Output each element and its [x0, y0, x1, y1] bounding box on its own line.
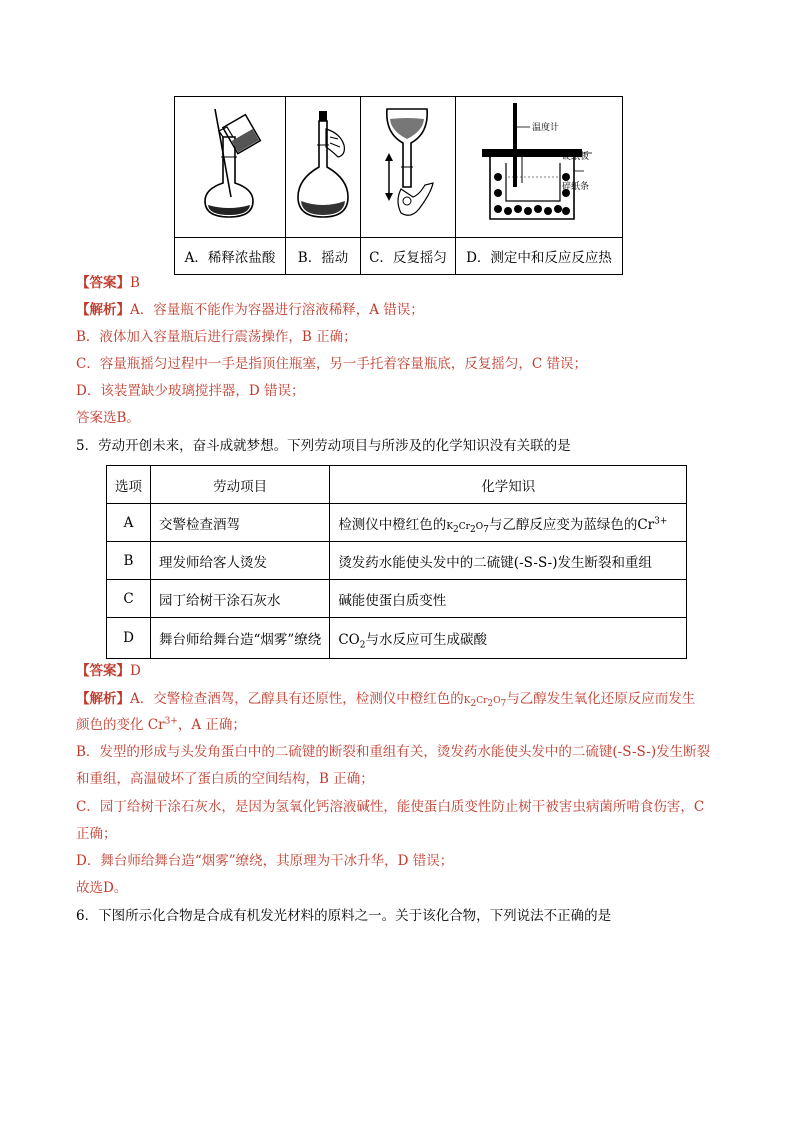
q5-options-table: [106, 465, 687, 659]
figure-d-neutralization-heat: [456, 97, 623, 238]
row-knowledge: 烫发药水能使头发中的二硫键(-S-S-)发生断裂和重组: [330, 542, 687, 580]
q5-analysis-c2: 正确；: [76, 826, 117, 842]
caption-d: D．测定中和反应反应热: [456, 238, 623, 275]
caption-a: A．稀释浓盐酸: [175, 238, 286, 275]
q4-answer-line: [76, 274, 140, 292]
figure-b-shaking: [286, 97, 361, 238]
q5-analysis-b1: B．发型的形成与头发角蛋白中的二硫键的断裂和重组有关，烫发药水能使头发中的二硫键(-S-S-)发生断裂: [76, 744, 711, 760]
table-row: [107, 542, 687, 580]
label-cardboard: 硬纸板: [562, 152, 590, 162]
q5-analysis-a1: 【解析】A．交警检查酒驾，乙醇具有还原性，检测仪中橙红色的$K_2Cr_2O_7$与乙醇发生氧化还原反应而发生: [76, 691, 696, 709]
knowledge-text-2: 与乙醇反应变为蓝绿色的Cr: [488, 516, 655, 533]
row-item: 交警检查酒驾: [151, 504, 330, 542]
row-option: C: [107, 580, 151, 618]
calorimeter-drawing: [456, 97, 622, 233]
q5-answer-line: [76, 662, 141, 680]
q4-analysis-b: B．液体加入容量瓶后进行震荡操作，B 正确；: [76, 329, 357, 345]
label-thermometer: 温度计: [532, 123, 560, 133]
q4-analysis-d: D．该装置缺少玻璃搅拌器，D 错误；: [76, 383, 305, 399]
q4-answer: B: [130, 275, 140, 291]
row-option: D: [107, 618, 151, 659]
row-item: 园丁给树干涂石灰水: [151, 580, 330, 618]
apparatus-figure-table: [174, 96, 623, 275]
q5-analysis-c1: C．园丁给树干涂石灰水，是因为氢氧化钙溶液碱性，能使蛋白质变性防止树干被害虫病菌所啃食伤害，C: [76, 799, 705, 815]
knowledge-text-2: 与水反应可生成碳酸: [365, 632, 487, 648]
q5-analysis-a2: 颜色的变化 $Cr^{3+}$，A 正确；: [76, 716, 246, 733]
figure-a-dilute-acid: [175, 97, 286, 238]
analysis-tag: 【解析】: [76, 302, 130, 318]
table-row: [107, 580, 687, 618]
header-chem-knowledge: 化学知识: [330, 466, 687, 504]
analysis-tag: 【解析】: [76, 691, 130, 707]
header-option: 选项: [107, 466, 151, 504]
q5-analysis-a2-text: 颜色的变化 Cr: [76, 717, 165, 733]
caption-c: C．反复摇匀: [361, 238, 456, 275]
q5-analysis-b2: 和重组，高温破坏了蛋白质的空间结构，B 正确；: [76, 771, 374, 787]
table-header-row: [107, 466, 687, 504]
knowledge-text: 检测仪中橙红色的: [338, 516, 447, 533]
q6-stem: 6．下图所示化合物是合成有机发光材料的原料之一。关于该化合物，下列说法不正确的是: [76, 908, 612, 924]
q5-analysis-d1: D．舞台师给舞台造“烟雾”缭绕，其原理为干冰升华，D 错误；: [76, 853, 454, 869]
row-knowledge: 检测仪中橙红色的$K_2Cr_2O_7$与乙醇反应变为蓝绿色的$Cr^{3+}$: [330, 504, 687, 542]
q5-conclusion: 故选D。: [76, 880, 128, 896]
row-option: A: [107, 504, 151, 542]
q5-analysis-a2-text-2: ，A 正确；: [177, 717, 246, 733]
q5-answer: D: [130, 663, 141, 679]
q5-analysis-a1-text-2: 与乙醇发生氧化还原反应而发生: [506, 691, 696, 707]
row-item: 舞台师给舞台造“烟雾”缭绕: [151, 618, 330, 659]
q5-analysis-a1-text: A．交警检查酒驾，乙醇具有还原性，检测仪中橙红色的: [130, 691, 464, 707]
flask-shaking-drawing: [286, 97, 360, 233]
knowledge-text: CO: [338, 632, 360, 648]
flask-inverting-drawing: [361, 97, 455, 233]
answer-tag: 【答案】: [76, 663, 130, 679]
row-knowledge: $CO_2$与水反应可生成碳酸: [330, 618, 687, 659]
table-row: [107, 504, 687, 542]
row-item: 理发师给客人烫发: [151, 542, 330, 580]
q4-conclusion: 答案选B。: [76, 410, 140, 426]
q5-stem: 5．劳动开创未来，奋斗成就梦想。下列劳动项目与所涉及的化学知识没有关联的是: [76, 438, 571, 454]
answer-tag: 【答案】: [76, 275, 130, 291]
q4-analysis-a: [76, 301, 424, 319]
row-option: B: [107, 542, 151, 580]
label-paper-strips: 碎纸条: [562, 182, 590, 192]
q4-analysis-c: C．容量瓶摇匀过程中一手是指顶住瓶塞，另一手托着容量瓶底，反复摇匀，C 错误；: [76, 356, 587, 372]
flask-dilution-drawing: [175, 97, 285, 233]
header-labor-item: 劳动项目: [151, 466, 330, 504]
q4-analysis-a-text: A．容量瓶不能作为容器进行溶液稀释，A 错误；: [130, 302, 424, 318]
table-row: [107, 618, 687, 659]
caption-b: B．摇动: [286, 238, 361, 275]
figure-c-repeated-inversion: [361, 97, 456, 238]
row-knowledge: 碱能使蛋白质变性: [330, 580, 687, 618]
